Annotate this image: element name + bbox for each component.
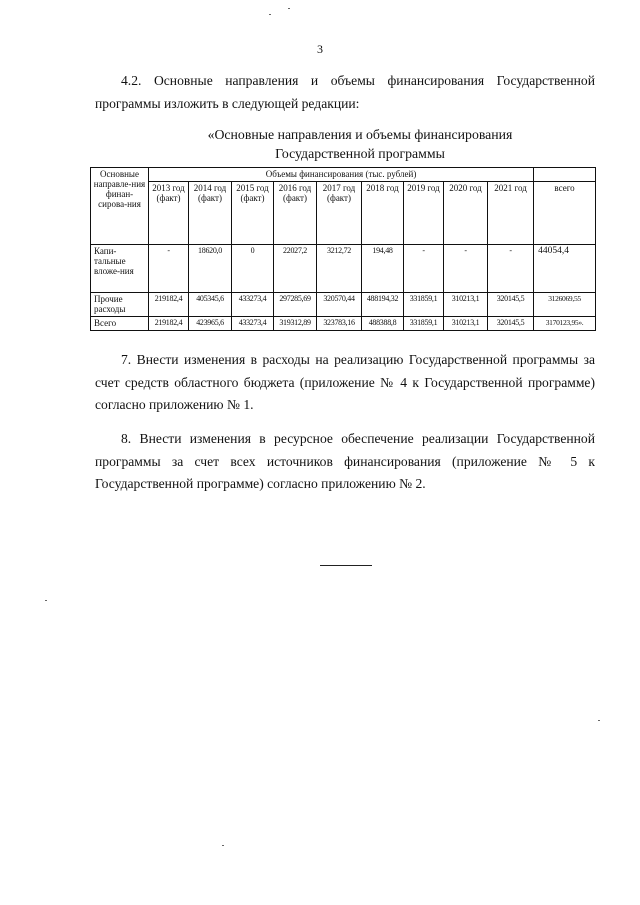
table-row — [91, 245, 596, 293]
row-name: Капи-тальные вложе-ния — [91, 245, 149, 293]
header-volumes: Объемы финансирования (тыс. рублей) — [149, 168, 534, 182]
table-cell: 319312,89 — [274, 317, 317, 331]
table-cell: 488194,32 — [362, 293, 404, 317]
table-cell: 194,48 — [362, 245, 404, 293]
scan-speck — [598, 720, 600, 721]
row-name: Всего — [91, 317, 149, 331]
table-row — [91, 317, 596, 331]
header-year: 2021 год — [488, 182, 534, 245]
table-cell: 18620,0 — [189, 245, 232, 293]
header-year: 2016 год (факт) — [274, 182, 317, 245]
table-cell: 320570,44 — [317, 293, 362, 317]
header-year: 2018 год — [362, 182, 404, 245]
table-cell: - — [404, 245, 444, 293]
scan-speck — [269, 14, 271, 15]
page-number: 3 — [317, 42, 323, 56]
header-year: 2017 год (факт) — [317, 182, 362, 245]
table-cell: 331859,1 — [404, 317, 444, 331]
header-directions: Основные направле-ния финан-сирова-ния — [91, 168, 149, 245]
table-row — [91, 293, 596, 317]
paragraph-4-2 — [95, 70, 595, 115]
paragraph-8 — [95, 428, 595, 496]
header-year: 2014 год (факт) — [189, 182, 232, 245]
header-total: всего — [534, 182, 596, 245]
table-cell: 320145,5 — [488, 293, 534, 317]
table-title-line1: «Основные направления и объемы финансирования — [207, 127, 513, 142]
header-year: 2019 год — [404, 182, 444, 245]
table-years-row — [91, 182, 596, 245]
table-title — [150, 125, 570, 163]
table-cell: 219182,4 — [149, 317, 189, 331]
header-blank — [534, 168, 596, 182]
table-cell: - — [149, 245, 189, 293]
table-cell: 323783,16 — [317, 317, 362, 331]
table-cell: 310213,1 — [444, 293, 488, 317]
paragraph-7-text: 7. Внести изменения в расходы на реализацию Государственной программы за счет средств областного бюджета (приложение № 4 к Государственной программе) согласно приложению № 1. — [95, 352, 595, 412]
table-cell: - — [444, 245, 488, 293]
table-header-row — [91, 168, 596, 182]
table-cell: 488388,8 — [362, 317, 404, 331]
table-cell: - — [488, 245, 534, 293]
paragraph-8-text: 8. Внести изменения в ресурсное обеспечение реализации Государственной программы за счет всех источников финансирования (приложение № 5 к Государственной программе) согласно приложению № 2. — [95, 431, 595, 491]
paragraph-4-2-text: 4.2. Основные направления и объемы финансирования Государственной программы изложить в следующей редакции: — [95, 73, 595, 111]
header-year: 2020 год — [444, 182, 488, 245]
table-cell: 310213,1 — [444, 317, 488, 331]
table-cell: 22027,2 — [274, 245, 317, 293]
table-cell: 3212,72 — [317, 245, 362, 293]
header-year: 2015 год (факт) — [232, 182, 274, 245]
end-rule — [320, 565, 372, 566]
table-cell: 405345,6 — [189, 293, 232, 317]
row-name: Прочие расходы — [91, 293, 149, 317]
table-cell: 297285,69 — [274, 293, 317, 317]
table-cell: 0 — [232, 245, 274, 293]
table-cell-total: 3126069,55 — [534, 293, 596, 317]
paragraph-7 — [95, 349, 595, 417]
table-cell: 433273,4 — [232, 317, 274, 331]
scan-speck — [288, 8, 290, 9]
table-cell: 320145,5 — [488, 317, 534, 331]
table-cell: 433273,4 — [232, 293, 274, 317]
table-cell: 219182,4 — [149, 293, 189, 317]
scan-speck — [45, 600, 47, 601]
table-cell-total: 44054,4 — [534, 245, 596, 293]
scan-speck — [222, 845, 224, 846]
header-year: 2013 год (факт) — [149, 182, 189, 245]
table-cell: 331859,1 — [404, 293, 444, 317]
table-cell: 423965,6 — [189, 317, 232, 331]
financing-table — [90, 167, 596, 331]
table-title-line2: Государственной программы — [275, 146, 445, 161]
table-cell-total: 3170123,95». — [534, 317, 596, 331]
